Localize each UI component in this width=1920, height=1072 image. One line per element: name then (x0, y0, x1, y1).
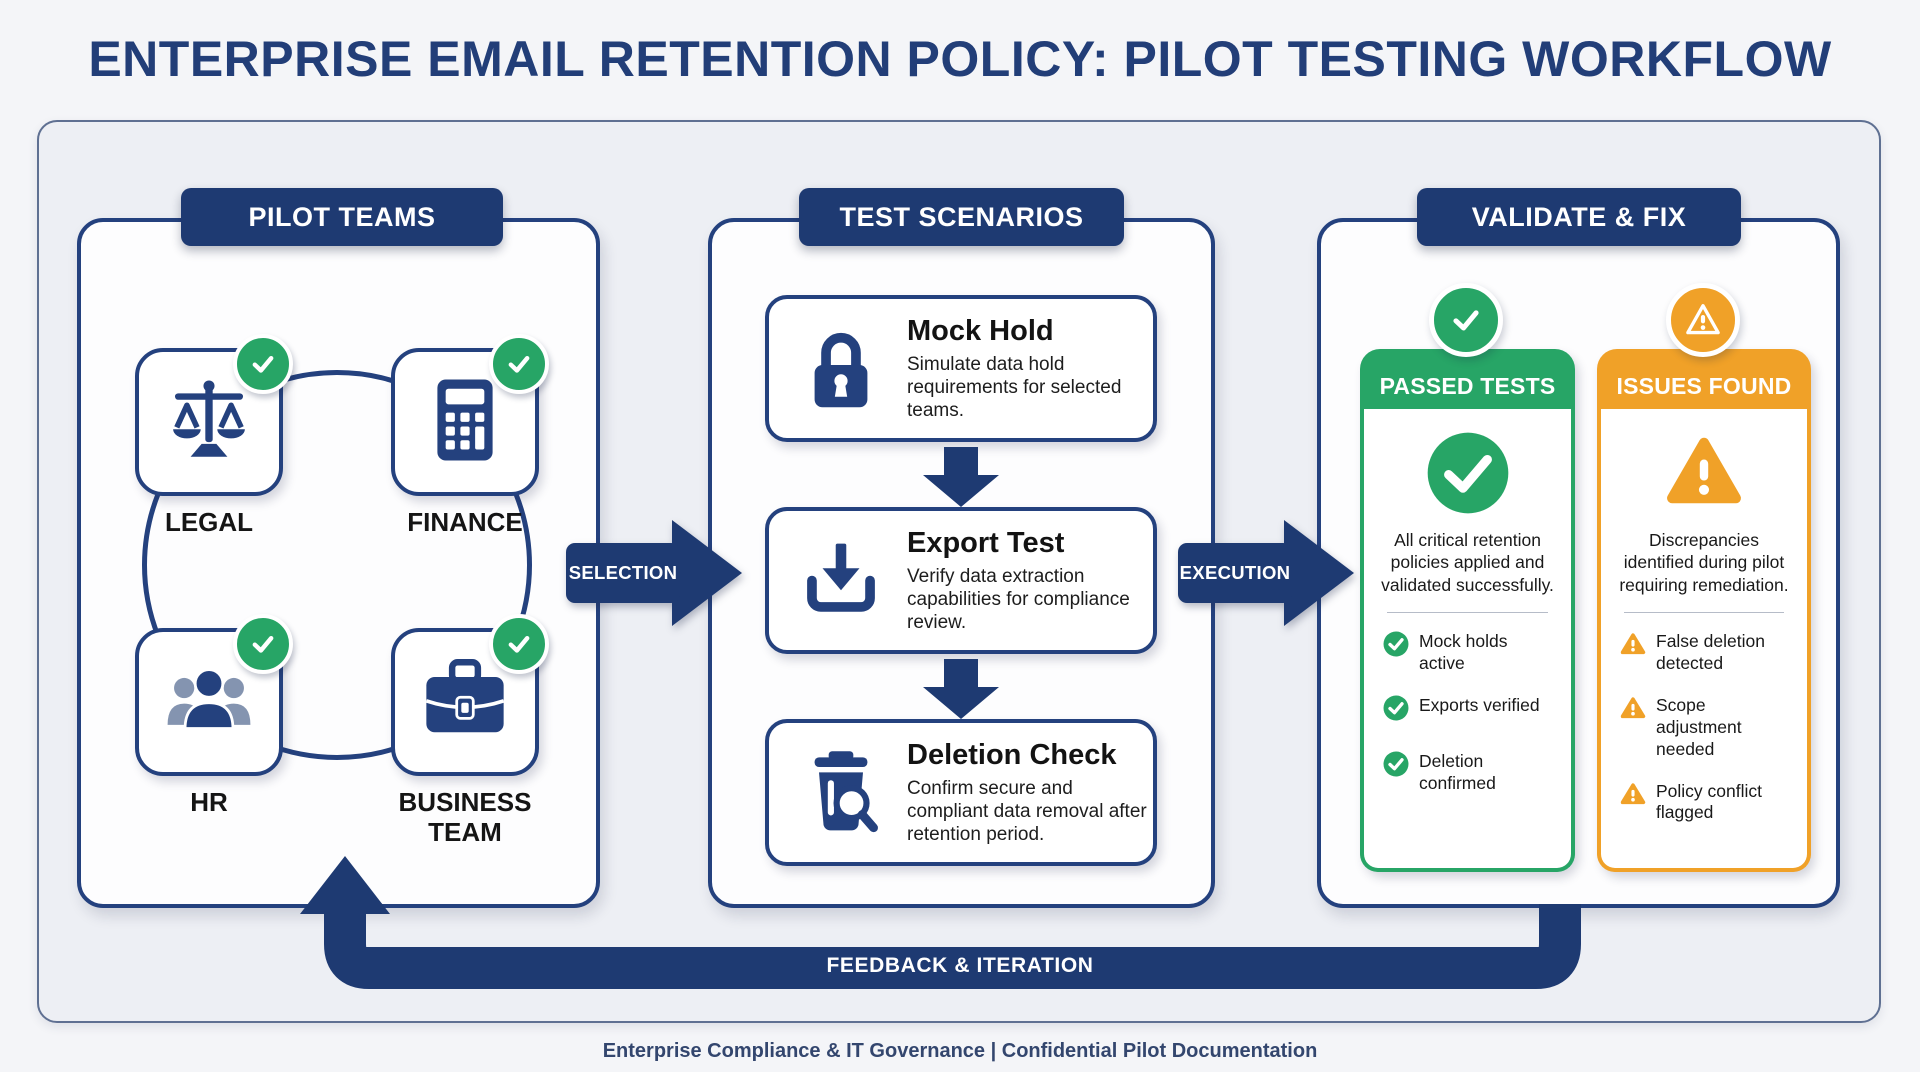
arrow-head-icon (672, 520, 742, 626)
scenario-card-deletion-check (765, 719, 1157, 866)
validate-fix-header: VALIDATE & FIX (1417, 188, 1741, 246)
scenario-title: Mock Hold (907, 314, 1054, 347)
team-card-legal (135, 348, 283, 496)
check-badge-icon (489, 614, 549, 674)
scenario-desc: Verify data extraction capabilities for compliance review. (907, 565, 1130, 634)
passed-item: Mock holds active (1383, 631, 1556, 675)
issues-found-column (1597, 349, 1811, 872)
issues-found-header: ISSUES FOUND (1616, 373, 1792, 399)
divider (1387, 612, 1548, 613)
arrow-head-icon (1284, 520, 1354, 626)
passed-summary: All critical retention policies applied and validated successfully. (1381, 530, 1554, 595)
warning-triangle-icon (1620, 781, 1646, 807)
scenario-card-export-test (765, 507, 1157, 654)
footer-caption: Enterprise Compliance & IT Governance | Confidential Pilot Documentation (602, 1040, 1318, 1062)
check-circle-icon (1383, 751, 1409, 777)
test-scenarios-header: TEST SCENARIOS (799, 188, 1124, 246)
selection-arrow (566, 520, 744, 626)
passed-tests-header: PASSED TESTS (1379, 373, 1556, 399)
scenario-desc: Simulate data hold requirements for selected teams. (907, 353, 1122, 422)
check-circle-icon (1383, 631, 1409, 657)
scenario-title: Export Test (907, 526, 1065, 559)
scenario-title: Deletion Check (907, 738, 1117, 771)
feedback-iteration-label: FEEDBACK & ITERATION (826, 954, 1094, 977)
team-card-finance (391, 348, 539, 496)
scenario-desc: Confirm secure and compliant data removal after retention period. (907, 777, 1147, 846)
page-title: ENTERPRISE EMAIL RETENTION POLICY: PILOT TESTING WORKFLOW (88, 31, 1832, 87)
people-icon (163, 654, 255, 751)
passed-tests-column (1360, 349, 1575, 872)
scenario-card-mock-hold (765, 295, 1157, 442)
issues-summary: Discrepancies identified during pilot requiring remediation. (1619, 530, 1789, 595)
team-label-business: BUSINESS TEAM (398, 787, 532, 847)
export-download-icon (797, 533, 885, 629)
down-arrow-icon (923, 447, 999, 507)
briefcase-icon (419, 654, 511, 751)
passed-item: Deletion confirmed (1383, 751, 1556, 795)
issue-item: Scope adjustment needed (1620, 695, 1792, 761)
check-badge-icon (489, 334, 549, 394)
trash-search-icon (797, 745, 885, 841)
scales-icon (163, 374, 255, 471)
issue-item: Policy conflict flagged (1620, 781, 1792, 825)
check-circle-icon (1383, 695, 1409, 721)
execution-arrow (1178, 520, 1356, 626)
team-card-hr (135, 628, 283, 776)
execution-arrow-label: EXECUTION (1178, 543, 1292, 603)
team-label-legal: LEGAL (164, 507, 254, 537)
divider (1624, 612, 1784, 613)
warning-triangle-icon (1620, 631, 1646, 657)
pilot-teams-header: PILOT TEAMS (181, 188, 503, 246)
issue-item: False deletion detected (1620, 631, 1792, 675)
team-card-business (391, 628, 539, 776)
warning-badge-icon (1666, 283, 1740, 357)
lock-icon (797, 321, 885, 417)
check-badge-icon (233, 614, 293, 674)
team-label-finance: FINANCE (407, 507, 523, 537)
down-arrow-icon (923, 659, 999, 719)
team-label-hr: HR (190, 787, 228, 817)
check-badge-icon (1429, 283, 1503, 357)
selection-arrow-label: SELECTION (566, 543, 680, 603)
passed-item: Exports verified (1383, 695, 1556, 721)
warning-triangle-icon (1662, 431, 1746, 515)
warning-triangle-icon (1620, 695, 1646, 721)
calculator-icon (419, 374, 511, 471)
check-badge-icon (233, 334, 293, 394)
check-circle-icon (1426, 431, 1510, 515)
